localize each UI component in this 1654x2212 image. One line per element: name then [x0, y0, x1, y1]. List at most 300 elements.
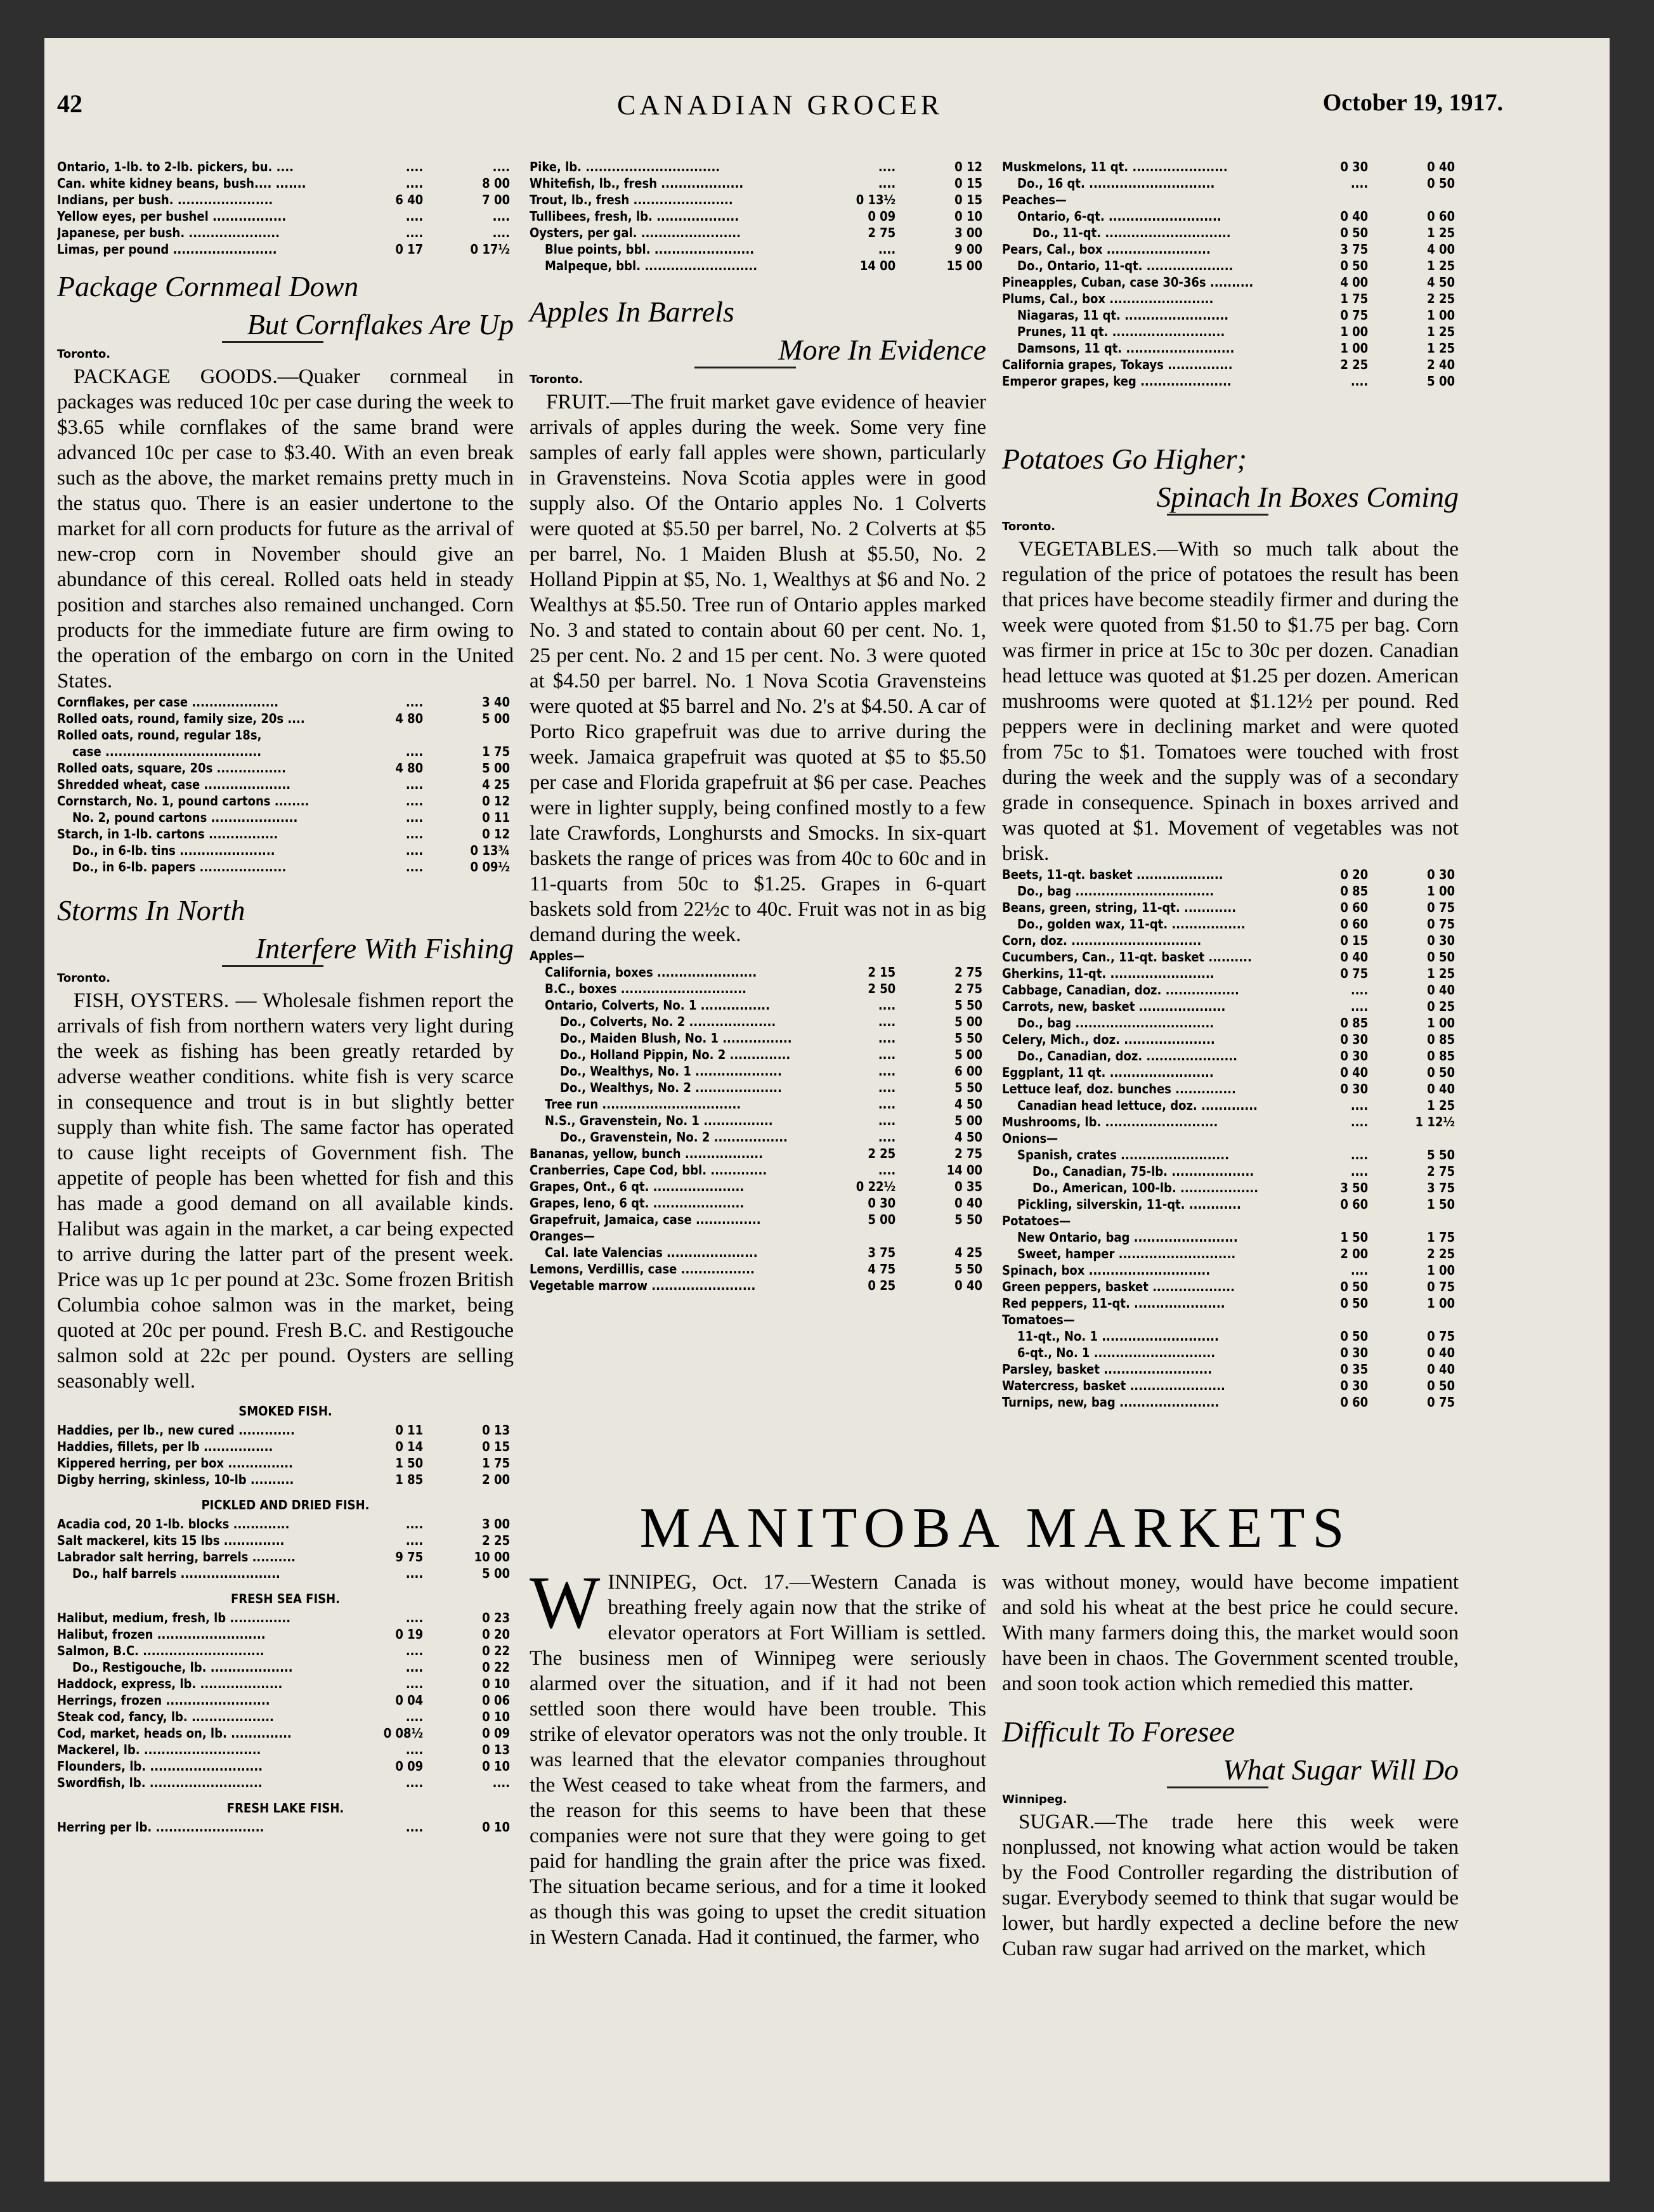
price-high: 0 50 [1427, 176, 1455, 191]
price-high: 0 09½ [470, 859, 510, 875]
price-low: 3 75 [868, 1245, 896, 1260]
issue-date: October 19, 1917. [1322, 89, 1503, 116]
item-label: Do., half barrels ....................... [72, 1566, 280, 1581]
table-row [530, 1030, 986, 1046]
price-low: 2 25 [868, 1146, 896, 1161]
table-row [530, 159, 986, 175]
table-row [530, 980, 986, 997]
item-label: Can. white kidney beans, bush.... ....... [57, 176, 306, 191]
divider [222, 341, 323, 343]
table-row [530, 1211, 986, 1228]
item-label: Rolled oats, square, 20s ................ [57, 760, 286, 776]
fish-price-table [57, 1394, 514, 1835]
price-low: .... [405, 744, 424, 759]
price-high: 5 00 [954, 1113, 982, 1128]
fish-oysters-table [530, 159, 986, 274]
item-label: Starch, in 1-lb. cartons ................ [57, 826, 278, 842]
price-low [1285, 1130, 1372, 1147]
item-label: Oranges— [530, 1228, 595, 1244]
winnipeg-article-continued: was without money, would have become impatient and sold his wheat at the best price he could secure. With many farmers doing this, the market would soon have been in chaos. The Government scented trouble, and soon took action which remedied this matter. [1002, 1571, 1459, 1695]
section-heading: FRESH SEA FISH. [230, 1591, 340, 1606]
price-high: 0 75 [1427, 1329, 1455, 1344]
price-high: 5 50 [954, 1261, 982, 1277]
price-high: 0 35 [954, 1179, 982, 1194]
table-row [57, 1774, 514, 1791]
price-high: 1 25 [1427, 258, 1455, 273]
price-high: 0 20 [482, 1627, 510, 1642]
item-label: Cranberries, Cape Cod, bbl. ............. [530, 1162, 767, 1178]
price-low: 1 75 [1340, 291, 1369, 306]
table-row [57, 192, 514, 208]
table-row [530, 1079, 986, 1096]
price-low: .... [405, 859, 424, 875]
price-low: 4 00 [1340, 275, 1369, 290]
price-high: 5 00 [954, 1014, 982, 1029]
item-label: 11-qt., No. 1 ........................... [1017, 1329, 1219, 1344]
price-high: 4 25 [482, 777, 510, 792]
price-high: 0 30 [1427, 867, 1455, 882]
price-high: 14 00 [946, 1162, 982, 1178]
price-high: 5 50 [954, 998, 982, 1013]
table-row [1002, 1229, 1459, 1246]
item-label: Do., golden wax, 11-qt. ................. [1017, 916, 1246, 932]
table-row [57, 1549, 514, 1565]
table-row [57, 1692, 514, 1708]
table-row [57, 1643, 514, 1659]
price-high: 1 75 [1427, 1230, 1455, 1245]
price-high: 4 00 [1427, 242, 1455, 257]
item-label: Do., Canadian, doz. ..................... [1017, 1048, 1237, 1064]
price-low: 2 75 [868, 225, 896, 240]
sugar-headline: Difficult To Foresee What Sugar Will Do [1002, 1715, 1459, 1786]
price-high: 3 00 [482, 1516, 510, 1532]
table-row [530, 1112, 986, 1129]
price-low: .... [878, 998, 896, 1013]
price-high: 1 25 [1427, 341, 1455, 356]
price-low: 0 20 [1340, 867, 1369, 882]
price-high: 1 25 [1427, 225, 1455, 240]
vegetables-article: VEGETABLES.—With so much talk about the regulation of the price of potatoes the result has been that prices have become steadily firmer and during the week were quoted from $1.50 to $1.75 per bag. Corn was firmer in price at 15c to 30c per dozen. Canadian head lettuce was quoted at $1.25 per dozen. American mushrooms were quoted at $1.12½ per pound. Red peppers were in declining market and were quoted from 75c to $1. Tomatoes were touched with frost during the week and the supply was of a secondary grade in consequence. Spinach in boxes arrived and was quoted at $1. Movement of vegetables was not brisk. [1002, 538, 1459, 865]
price-low: .... [405, 1566, 424, 1581]
price-low: 0 15 [1340, 933, 1369, 948]
item-label: Spinach, box ............................ [1002, 1263, 1211, 1278]
item-label: California grapes, Tokays ............... [1002, 357, 1233, 372]
table-row [57, 1708, 514, 1725]
item-label: Do., Colverts, No. 2 .................... [560, 1014, 776, 1029]
table-row [57, 776, 514, 793]
price-low: 0 85 [1340, 883, 1369, 899]
price-high: .... [492, 159, 510, 174]
price-low: .... [878, 1064, 896, 1079]
price-high [1372, 1213, 1459, 1229]
item-label: Red peppers, 11-qt. ..................... [1002, 1296, 1225, 1311]
item-label: Onions— [1002, 1131, 1058, 1146]
table-row [530, 1277, 986, 1294]
item-label: Flounders, lb. .......................... [57, 1759, 263, 1774]
price-low: 0 25 [868, 1278, 896, 1293]
table-row [1002, 1262, 1459, 1278]
winnipeg-article: WINNIPEG, Oct. 17.—Western Canada is breathing freely again now that the strike of elevator operators at Fort William is settled. The business men of Winnipeg were seriously alarmed over the situation, and if it had not been settled soon there would have been trouble. This strike of elevator operators was not the only trouble. It was learned that the elevator companies throughout the West ceased to take wheat from the farmers, and the reason for this seems to have been that these companies were not sure that they were going to get paid for handling the grain after the price was fixed. The situation became serious, and for a time it looked as though this was going to upset the credit situation in Western Canada. Had it continued, the farmer, who [530, 1561, 986, 1949]
price-low: .... [878, 176, 896, 191]
price-high: 1 75 [482, 744, 510, 759]
table-row [57, 710, 514, 727]
price-low: .... [878, 242, 896, 257]
item-label: Peaches— [1002, 192, 1067, 207]
item-label: Oysters, per gal. ....................... [530, 225, 741, 240]
table-row [1002, 1213, 1459, 1229]
divider [222, 965, 323, 967]
table-row [530, 1096, 986, 1112]
price-low: 5 00 [868, 1212, 896, 1227]
table-row [1002, 1196, 1459, 1213]
table-row [1002, 1311, 1459, 1328]
item-label: Muskmelons, 11 qt. ...................... [1002, 159, 1228, 174]
item-label: Grapes, leno, 6 qt. ..................... [530, 1195, 745, 1211]
price-high: 0 22 [482, 1643, 510, 1658]
item-label: Haddies, per lb., new cured ............. [57, 1422, 295, 1438]
price-low: 0 30 [1340, 1048, 1369, 1064]
item-label: N.S., Gravenstein, No. 1 ................ [545, 1113, 773, 1128]
price-high: 2 75 [954, 965, 982, 980]
item-label: Halibut, frozen ......................... [57, 1627, 266, 1642]
item-label: Vegetable marrow ........................ [530, 1278, 756, 1293]
price-high: 2 75 [1427, 1164, 1455, 1179]
item-label: Plums, Cal., box ........................ [1002, 291, 1214, 306]
table-row [1002, 1163, 1459, 1180]
price-low: .... [405, 810, 424, 825]
section-heading: PICKLED AND DRIED FISH. [201, 1497, 370, 1513]
item-label: Spanish, crates ......................... [1017, 1147, 1229, 1162]
price-high: 5 00 [482, 1566, 510, 1581]
table-row [1002, 1394, 1459, 1410]
price-high: 0 11 [482, 810, 510, 825]
item-label: Labrador salt herring, barrels .......... [57, 1549, 296, 1565]
price-high: 3 00 [954, 225, 982, 240]
price-low: .... [405, 793, 424, 809]
item-label: California, boxes ....................... [545, 965, 757, 980]
cornmeal-headline: Package Cornmeal Down But Cornflakes Are Up [57, 270, 514, 341]
item-label: Do., Restigouche, lb. ................... [72, 1660, 293, 1675]
table-row [1002, 1097, 1459, 1114]
item-label: Tree run ................................ [545, 1096, 741, 1112]
price-high: 0 22 [482, 1660, 510, 1675]
item-label: Haddock, express, lb. ................... [57, 1676, 283, 1691]
table-row [1002, 1147, 1459, 1163]
item-label: Japanese, per bush. ..................... [57, 225, 280, 240]
price-high: 0 17½ [470, 242, 510, 257]
item-label: Carrots, new, basket .................... [1002, 999, 1226, 1014]
table-row [1002, 274, 1459, 290]
item-label: Eggplant, 11 qt. ........................ [1002, 1065, 1214, 1080]
item-label: Salt mackerel, kits 15 lbs .............. [57, 1533, 285, 1548]
table-row [1002, 965, 1459, 982]
price-low: 2 50 [868, 981, 896, 996]
item-label: Do., Canadian, 75-lb. ................... [1032, 1164, 1254, 1179]
price-high: 0 40 [1427, 1345, 1455, 1360]
price-high: 0 12 [482, 793, 510, 809]
price-high: 0 06 [482, 1693, 510, 1708]
price-high: .... [492, 225, 510, 240]
price-low: 0 60 [1340, 900, 1369, 915]
price-low: 0 60 [1340, 1197, 1369, 1212]
price-low: .... [405, 159, 424, 174]
table-row [1002, 1377, 1459, 1394]
price-low: 0 14 [395, 1439, 424, 1454]
price-high: 1 00 [1427, 308, 1455, 323]
column-3 [1002, 159, 1459, 1410]
price-low: 0 50 [1340, 1329, 1369, 1344]
table-row [530, 1063, 986, 1079]
table-row [57, 1471, 514, 1488]
table-row [57, 1610, 514, 1626]
price-low: .... [1350, 1263, 1369, 1278]
price-low [1285, 1213, 1372, 1229]
item-label: Emperor grapes, keg ..................... [1002, 374, 1232, 389]
table-row [57, 793, 514, 809]
price-high: 0 75 [1427, 900, 1455, 915]
item-label: Do., Wealthys, No. 1 .................... [560, 1064, 782, 1079]
price-low: 4 80 [395, 711, 424, 726]
price-low: 0 09 [868, 209, 896, 224]
manitoba-column-1 [530, 1561, 986, 1950]
price-high: 5 50 [954, 1080, 982, 1095]
price-low: .... [405, 694, 424, 710]
price-high: 5 50 [954, 1212, 982, 1227]
item-label: Indians, per bush. ...................... [57, 192, 273, 207]
item-label: Pears, Cal., box ........................ [1002, 242, 1211, 257]
fruit-price-table-continued [1002, 159, 1459, 389]
section-heading: SMOKED FISH. [238, 1403, 332, 1419]
fish-article: FISH, OYSTERS. — Wholesale fishmen report the arrivals of fish from northern waters very light during the week as fishing has been greatly retarded by adverse weather conditions. white fish is very scarce in consequence and trout is in but slightly better supply than white fish. The same factor has operated to cause light receipts of Government fish. The appetite of people has been whetted for fish and this has made a good demand on all available kinds. Halibut was again in the market, a car being expected to arrive during the latter part of the present week. Price was up 1c per pound at 23c. Some frozen British Columbia cohoe salmon was in the market, being quoted at 20c per pound. Fresh B.C. and Restigouche salmon sold at 22c per pound. Oysters are selling seasonably well. [57, 989, 514, 1393]
table-row [1002, 307, 1459, 323]
item-label: Halibut, medium, fresh, lb .............. [57, 1610, 291, 1625]
price-low: .... [405, 1516, 424, 1532]
table-row [1002, 1114, 1459, 1130]
table-row [1002, 982, 1459, 998]
price-low: 0 11 [395, 1422, 424, 1438]
item-label: Damsons, 11 qt. ......................... [1017, 341, 1235, 356]
price-low: 0 50 [1340, 1296, 1369, 1311]
table-row [1002, 998, 1459, 1015]
item-label: Tullibees, fresh, lb. ................... [530, 209, 739, 224]
price-high: 0 13¾ [470, 843, 510, 858]
price-low [812, 947, 899, 964]
price-high: 1 00 [1427, 1263, 1455, 1278]
table-row [1002, 1130, 1459, 1147]
sugar-article: SUGAR.—The trade here this week were nonplussed, not knowing what action would be taken by the Food Controller regarding the distribution of sugar. Everybody seemed to think that sugar would be lower, but hardly expected a decline before the new Cuban raw sugar had arrived on the market, which [1002, 1811, 1459, 1960]
column-2 [530, 159, 986, 1294]
price-low: 6 40 [395, 192, 424, 207]
price-low: 0 50 [1340, 1279, 1369, 1294]
price-low: 2 00 [1340, 1246, 1369, 1261]
price-low: .... [405, 1610, 424, 1625]
table-row [57, 1565, 514, 1582]
table-row [57, 743, 514, 760]
price-low: .... [405, 1819, 424, 1835]
item-label: Pike, lb. ............................... [530, 159, 720, 174]
price-low: .... [1350, 1164, 1369, 1179]
table-row [530, 1145, 986, 1162]
fruit-price-table [530, 947, 986, 1294]
item-label: Parsley, basket ......................... [1002, 1362, 1213, 1377]
price-high: 0 60 [1427, 209, 1455, 224]
price-high: 0 13 [482, 1422, 510, 1438]
table-row [1002, 241, 1459, 257]
item-label: Swordfish, lb. .......................... [57, 1775, 263, 1790]
price-high: 1 00 [1427, 1015, 1455, 1031]
price-high: 6 00 [954, 1064, 982, 1079]
price-high: 2 75 [954, 981, 982, 996]
price-high: 0 50 [1427, 1378, 1455, 1393]
table-row [1002, 883, 1459, 899]
item-label: Sweet, hamper ........................... [1017, 1246, 1236, 1261]
item-label: Acadia cod, 20 1-lb. blocks ............. [57, 1516, 290, 1532]
price-low: 0 60 [1340, 1395, 1369, 1410]
table-row [57, 727, 514, 743]
price-high: 1 25 [1427, 1098, 1455, 1113]
table-row [1002, 192, 1459, 208]
price-low: .... [405, 1775, 424, 1790]
price-high: 0 15 [482, 1439, 510, 1454]
drop-cap: W [530, 1561, 601, 1644]
item-label: Digby herring, skinless, 10-lb .......... [57, 1472, 294, 1487]
table-row [1002, 1344, 1459, 1361]
price-high: 2 75 [954, 1146, 982, 1161]
price-low: .... [878, 1113, 896, 1128]
item-label: Corn, doz. .............................. [1002, 933, 1202, 948]
table-row [57, 224, 514, 241]
price-low: 0 04 [395, 1693, 424, 1708]
item-label: Apples— [530, 948, 585, 963]
price-high: 0 40 [1427, 982, 1455, 998]
item-label: Ontario, 1-lb. to 2-lb. pickers, bu. .... [57, 159, 294, 174]
item-label: Ontario, Colverts, No. 1 ................ [545, 998, 770, 1013]
price-high: 0 12 [482, 826, 510, 842]
table-row [57, 1725, 514, 1741]
table-row [1002, 208, 1459, 224]
table-row [1002, 1015, 1459, 1031]
table-row [57, 1626, 514, 1643]
price-high: 0 09 [482, 1726, 510, 1741]
price-high: 0 50 [1427, 949, 1455, 965]
price-low: 0 60 [1340, 916, 1369, 932]
item-label: Whitefish, lb., fresh ................... [530, 176, 744, 191]
price-high: 0 13 [482, 1742, 510, 1757]
table-row [1002, 175, 1459, 192]
price-high: 3 40 [482, 694, 510, 710]
item-label: Do., in 6-lb. tins ...................... [72, 843, 275, 858]
item-label: Ontario, 6-qt. .......................... [1017, 209, 1221, 224]
section-heading: FRESH LAKE FISH. [226, 1800, 344, 1816]
item-label: Haddies, fillets, per lb ................ [57, 1439, 273, 1454]
table-row [530, 1013, 986, 1030]
price-low: .... [405, 176, 424, 191]
item-label: Cal. late Valencias ..................... [545, 1245, 758, 1260]
price-high: 2 25 [1427, 291, 1455, 306]
price-low: 0 30 [1340, 159, 1369, 174]
price-low: 0 17 [395, 242, 424, 257]
item-label: Malpeque, bbl. .......................... [545, 258, 758, 273]
price-high: 5 00 [482, 711, 510, 726]
item-label: Shredded wheat, case .................... [57, 777, 291, 792]
item-label: Tomatoes— [1002, 1312, 1075, 1327]
price-high: 0 15 [954, 192, 982, 207]
table-row [57, 1516, 514, 1532]
price-low: 0 40 [1340, 1065, 1369, 1080]
item-label: Do., 11-qt. ............................. [1032, 225, 1231, 240]
price-high: 0 40 [954, 1278, 982, 1293]
table-row [1002, 373, 1459, 389]
price-high: 2 25 [1427, 1246, 1455, 1261]
item-label: Do., bag ................................ [1017, 883, 1214, 899]
item-label: Do., bag ................................ [1017, 1015, 1214, 1031]
table-row [57, 1532, 514, 1549]
price-high: 8 00 [482, 176, 510, 191]
price-high: 7 00 [482, 192, 510, 207]
table-row [1002, 1081, 1459, 1097]
price-high: 0 10 [482, 1759, 510, 1774]
table-row [530, 208, 986, 224]
price-low: .... [878, 1031, 896, 1046]
divider [1167, 514, 1268, 516]
price-low: 0 30 [1340, 1081, 1369, 1096]
package-goods-article: PACKAGE GOODS.—Quaker cornmeal in packages was reduced 10c per case during the week to $3.65 while cornflakes of the same brand were advanced 10c per case to $3.40. With an even break such as the above, the market remains pretty much in the status quo. There is an easier undertone to the market for all corn products for future as the arrival of new-crop corn in November should give an abundance of this cereal. Rolled oats held in steady position and starches also remained unchanged. Corn products for the immediate future are firm owing to the operation of the embargo on corn in the United States. [57, 365, 514, 693]
price-low: 0 75 [1340, 966, 1369, 981]
item-label: Do., American, 100-lb. .................. [1032, 1180, 1259, 1195]
price-low: .... [405, 1676, 424, 1691]
item-label: Limas, per pound ........................ [57, 242, 277, 257]
dateline: Winnipeg. [1002, 1793, 1459, 1809]
price-high: 4 50 [954, 1096, 982, 1112]
item-label: Herrings, frozen ........................ [57, 1693, 270, 1708]
price-low: 0 19 [395, 1627, 424, 1642]
item-label: Lemons, Verdillis, case ................. [530, 1261, 755, 1277]
table-row [530, 1228, 986, 1244]
table-row [1002, 224, 1459, 241]
table-row [57, 760, 514, 776]
manitoba-column-2 [1002, 1570, 1459, 1962]
price-low: 2 25 [1340, 357, 1369, 372]
column-1 [57, 159, 514, 1835]
table-row [57, 826, 514, 842]
item-label: Rolled oats, round, family size, 20s .... [57, 711, 305, 726]
table-row [1002, 323, 1459, 340]
price-high: 4 50 [954, 1129, 982, 1145]
price-low: .... [878, 1047, 896, 1062]
dateline: Toronto. [530, 373, 986, 389]
table-row [1002, 1278, 1459, 1295]
price-high: 4 25 [954, 1245, 982, 1260]
table-row [1002, 1361, 1459, 1377]
price-low: 0 09 [395, 1759, 424, 1774]
table-row [530, 1162, 986, 1178]
price-low: 0 30 [1340, 1345, 1369, 1360]
price-low: .... [878, 1096, 896, 1112]
table-row [1002, 932, 1459, 949]
table-row [1002, 1064, 1459, 1081]
table-row [530, 1129, 986, 1145]
item-label: Lettuce leaf, doz. bunches .............. [1002, 1081, 1236, 1096]
price-high: 15 00 [946, 258, 982, 273]
table-row [1002, 356, 1459, 373]
table-row [57, 1675, 514, 1692]
price-high [1372, 192, 1459, 208]
table-row [1002, 1295, 1459, 1311]
item-label: Blue points, bbl. ....................... [545, 242, 755, 257]
price-high: 0 10 [482, 1819, 510, 1835]
price-low: .... [1350, 1147, 1369, 1162]
price-low: .... [405, 1643, 424, 1658]
